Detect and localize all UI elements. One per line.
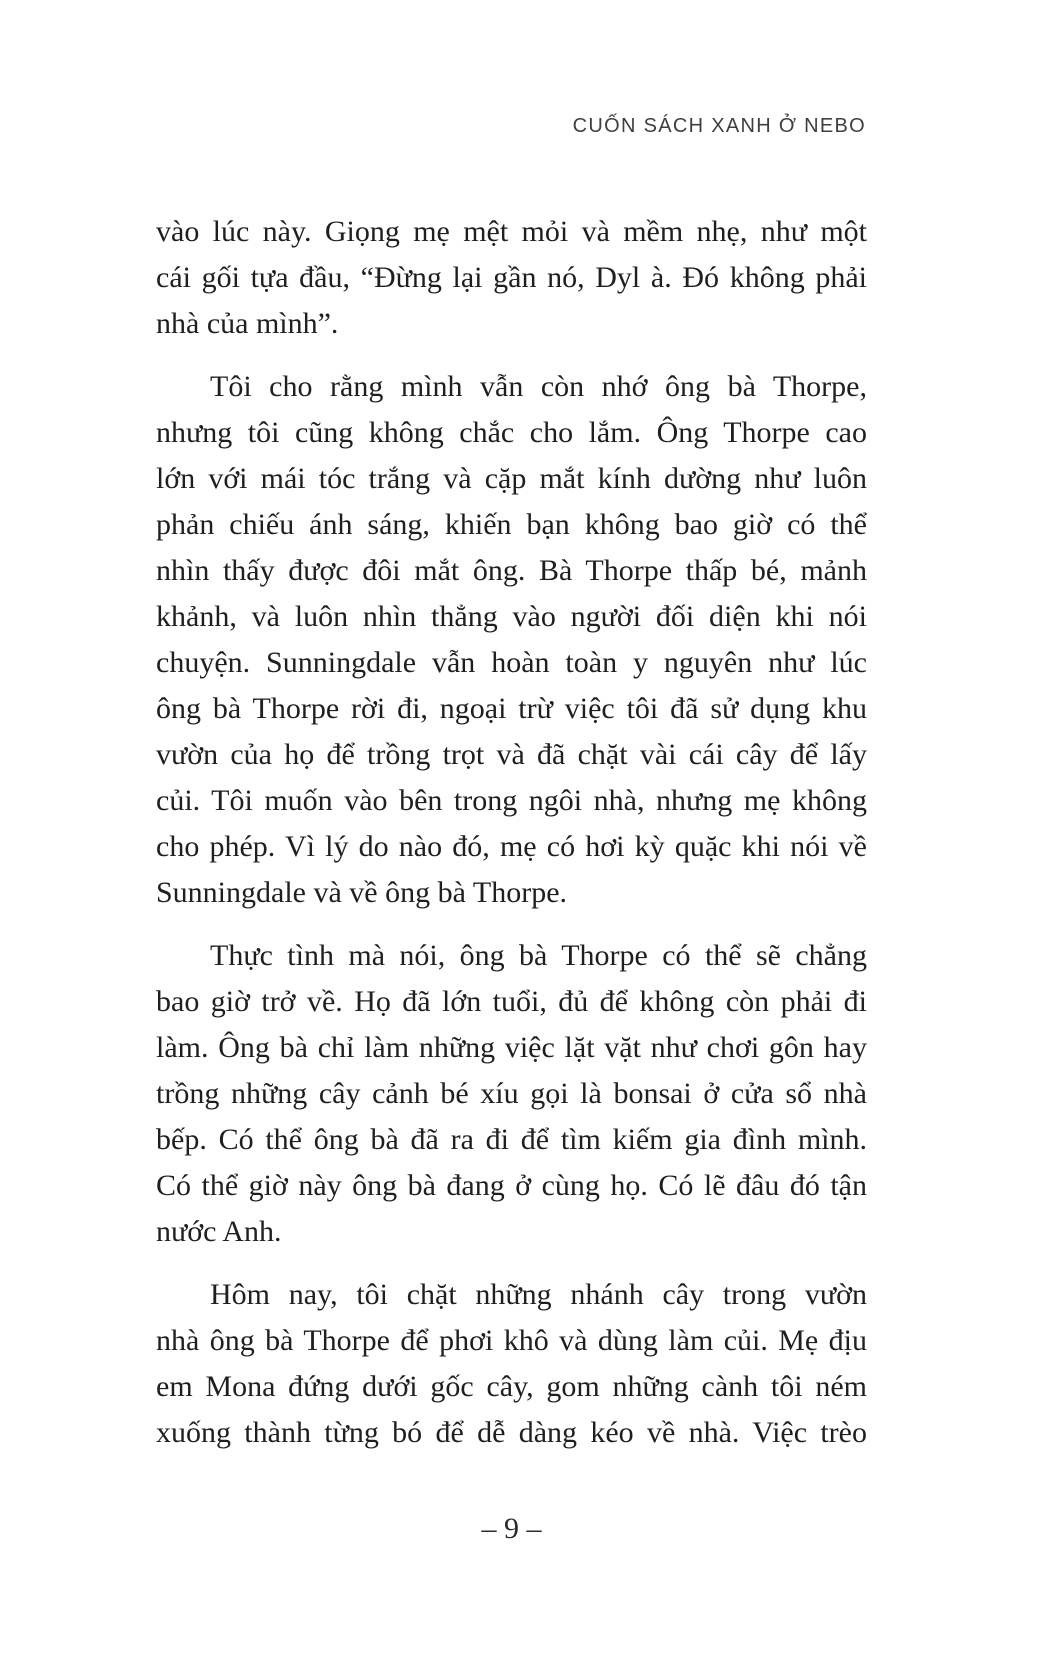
text-line: bao giờ trở về. Họ đã lớn tuổi, đủ để không còn phải đi	[156, 985, 867, 1018]
text-line: vườn của họ để trồng trọt và đã chặt vài cái cây để lấy	[156, 738, 867, 771]
text-line: cho phép. Vì lý do nào đó, mẹ có hơi kỳ quặc khi nói về	[156, 830, 867, 863]
text-line: phản chiếu ánh sáng, khiến bạn không bao giờ có thể	[156, 508, 867, 541]
text-line: nhà của mình”.	[156, 307, 339, 340]
text-line: làm. Ông bà chỉ làm những việc lặt vặt như chơi gôn hay	[156, 1031, 867, 1064]
text-line: nước Anh.	[156, 1215, 282, 1248]
text-line: nhà ông bà Thorpe để phơi khô và dùng làm củi. Mẹ địu	[156, 1324, 867, 1357]
text-line: vào lúc này. Giọng mẹ mệt mỏi và mềm nhẹ, như một	[156, 215, 867, 248]
text-line: Sunningdale và về ông bà Thorpe.	[156, 876, 568, 909]
text-line: nhưng tôi cũng không chắc cho lắm. Ông Thorpe cao	[156, 416, 867, 449]
text-line: Hôm nay, tôi chặt những nhánh cây trong vườn	[210, 1278, 867, 1311]
text-line: khảnh, và luôn nhìn thẳng vào người đối diện khi nói	[156, 600, 867, 633]
text-line: Tôi cho rằng mình vẫn còn nhớ ông bà Thorpe,	[210, 370, 867, 403]
text-line: chuyện. Sunningdale vẫn hoàn toàn y nguyên như lúc	[156, 646, 867, 679]
text-line: nhìn thấy được đôi mắt ông. Bà Thorpe thấp bé, mảnh	[156, 554, 867, 587]
text-line: lớn với mái tóc trắng và cặp mắt kính dường như luôn	[156, 462, 867, 495]
text-line: trồng những cây cảnh bé xíu gọi là bonsai ở cửa sổ nhà	[156, 1077, 867, 1110]
paragraph-3	[156, 933, 867, 1255]
page-number: – 9 –	[481, 1512, 542, 1545]
text-line: cái gối tựa đầu, “Đừng lại gần nó, Dyl à. Đó không phải	[156, 261, 867, 294]
body-text-block	[156, 209, 867, 1456]
text-line: bếp. Có thể ông bà đã ra đi để tìm kiếm gia đình mình.	[156, 1123, 867, 1156]
text-line: củi. Tôi muốn vào bên trong ngôi nhà, nhưng mẹ không	[156, 784, 867, 817]
text-line: xuống thành từng bó để dễ dàng kéo về nhà. Việc trèo	[156, 1416, 867, 1449]
text-line: ông bà Thorpe rời đi, ngoại trừ việc tôi đã sử dụng khu	[156, 692, 867, 725]
running-header-title: CUỐN SÁCH XANH Ở NEBO	[572, 115, 866, 137]
text-line: Có thể giờ này ông bà đang ở cùng họ. Có lẽ đâu đó tận	[156, 1169, 867, 1202]
paragraph-2	[156, 364, 867, 916]
paragraph-1	[156, 209, 867, 347]
paragraph-4	[156, 1272, 867, 1456]
text-line: em Mona đứng dưới gốc cây, gom những cành tôi ném	[156, 1370, 867, 1403]
text-line: Thực tình mà nói, ông bà Thorpe có thể sẽ chẳng	[210, 939, 867, 972]
